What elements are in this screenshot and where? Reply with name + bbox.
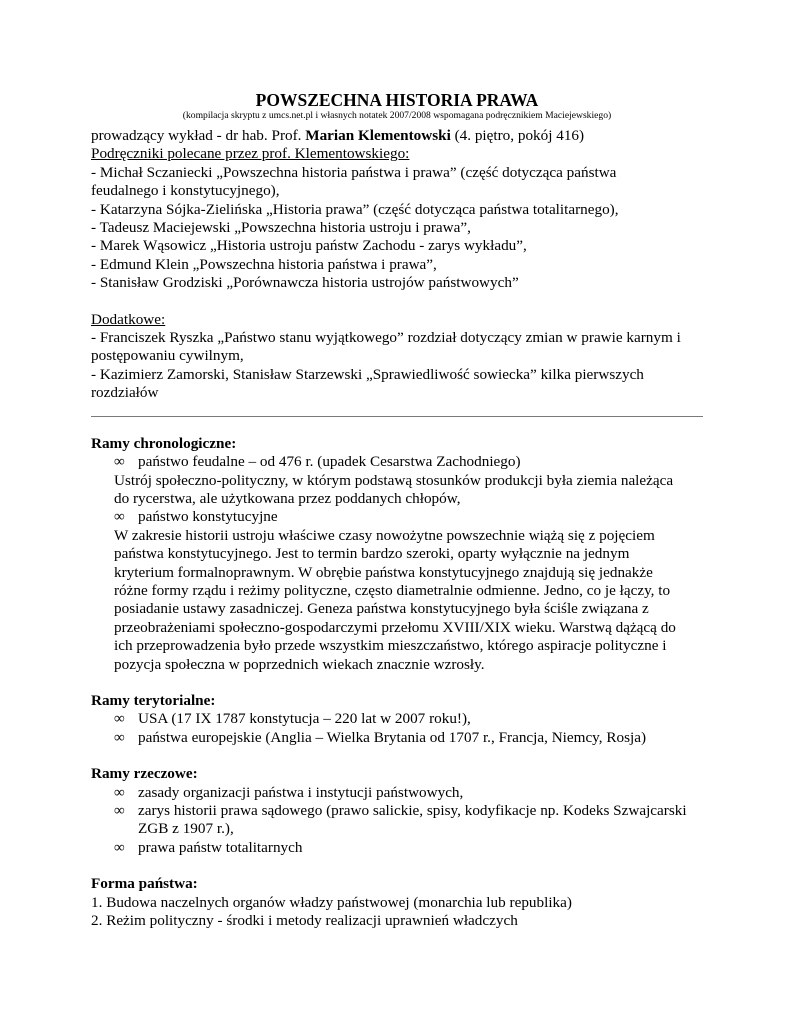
numbered-item: 1. Budowa naczelnych organów władzy państwowej (monarchia lub republika) bbox=[91, 893, 572, 911]
extra-line: rozdziałów bbox=[91, 384, 159, 402]
lecturer-name: Marian Klementowski bbox=[305, 127, 451, 144]
form-heading: Forma państwa: bbox=[91, 875, 198, 893]
paragraph-line: W zakresie historii ustroju właściwe czasy nowożytne powszechnie wiążą się z pojęciem bbox=[114, 526, 655, 544]
paragraph-line: przeobrażeniami społeczno-gospodarczymi przełomu XVIII/XIX wieku. Warstwą dążącą do bbox=[114, 618, 676, 636]
paragraph-line: posiadanie ustawy zasadniczej. Geneza państwa konstytucyjnego była ściśle związana z bbox=[114, 600, 649, 618]
extra-line: - Franciszek Ryszka „Państwo stanu wyjątkowego” rozdział dotyczący zmian w prawie karnym i bbox=[91, 329, 681, 347]
document-title: POWSZECHNA HISTORIA PRAWA bbox=[255, 90, 539, 110]
list-item-text: zasady organizacji państwa i instytucji państwowych, bbox=[138, 783, 464, 801]
list-item-text: zarys historii prawa sądowego (prawo salickie, spisy, kodyfikacje np. Kodeks Szwajcarski bbox=[138, 802, 687, 819]
paragraph-line: różne formy rządu i reżimy polityczne, często diametralnie odmienne. Jedno, co je łączy, to bbox=[114, 581, 671, 599]
list-item-text: państwo konstytucyjne bbox=[138, 508, 278, 526]
list-item-continuation: ZGB z 1907 r.), bbox=[138, 820, 234, 838]
book-line: - Edmund Klein „Powszechna historia państwa i prawa”, bbox=[91, 255, 437, 273]
list-item bbox=[91, 710, 703, 728]
list-item bbox=[91, 784, 703, 802]
territory-heading: Ramy terytorialne: bbox=[91, 691, 216, 709]
paragraph-line: kryterium formalnoprawnym. W obrębie państwa konstytucyjnego znajdują się jednakże bbox=[114, 563, 653, 581]
books-heading: Podręczniki polecane przez prof. Klementowskiego: bbox=[91, 145, 410, 163]
numbered-item: 2. Reżim polityczny - środki i metody realizacji uprawnień władczych bbox=[91, 912, 518, 930]
extra-line: - Kazimierz Zamorski, Stanisław Starzewski „Sprawiedliwość sowiecka” kilka pierwszych bbox=[91, 365, 644, 383]
book-line: feudalnego i konstytucyjnego), bbox=[91, 182, 280, 200]
chronology-heading: Ramy chronologiczne: bbox=[91, 434, 237, 452]
lecturer-prefix: prowadzący wykład - dr hab. Prof. bbox=[91, 127, 306, 144]
scope-heading: Ramy rzeczowe: bbox=[91, 765, 198, 783]
lecturer-suffix: (4. piętro, pokój 416) bbox=[450, 127, 585, 144]
book-line: - Michał Sczaniecki „Powszechna historia państwa i prawa” (część dotycząca państwa bbox=[91, 163, 617, 181]
book-line: - Katarzyna Sójka-Zielińska „Historia prawa” (część dotycząca państwa totalitarnego), bbox=[91, 200, 619, 218]
extra-line: postępowaniu cywilnym, bbox=[91, 347, 244, 365]
list-item-text: państwa europejskie (Anglia – Wielka Brytania od 1707 r., Francja, Niemcy, Rosja) bbox=[138, 728, 647, 746]
infinity-bullet-icon: ∞ bbox=[114, 783, 125, 801]
book-line: - Marek Wąsowicz „Historia ustroju państw Zachodu - zarys wykładu”, bbox=[91, 237, 527, 255]
extra-heading: Dodatkowe: bbox=[91, 310, 166, 328]
list-item-text: USA (17 IX 1787 konstytucja – 220 lat w 2007 roku!), bbox=[138, 710, 471, 728]
document-page bbox=[91, 90, 703, 930]
book-line: - Tadeusz Maciejewski „Powszechna historia ustroju i prawa”, bbox=[91, 219, 471, 237]
paragraph-line: ich przeprowadzenia było przede wszystkim mieszczaństwo, którego aspiracje polityczne i bbox=[114, 637, 667, 655]
list-item-text: państwo feudalne – od 476 r. (upadek Cesarstwa Zachodniego) bbox=[138, 453, 521, 471]
list-item bbox=[91, 729, 703, 747]
paragraph-line: do rycerstwa, ale użytkowana przez poddanych chłopów, bbox=[114, 489, 461, 507]
infinity-bullet-icon: ∞ bbox=[114, 453, 125, 471]
lecturer-line bbox=[91, 127, 703, 145]
paragraph-line: pozycja społeczna w poprzednich wiekach znacznie wzrosły. bbox=[114, 655, 485, 673]
document-subtitle: (kompilacja skryptu z umcs.net.pl i własnych notatek 2007/2008 wspomagana podręcznikiem Maciejewskiego) bbox=[182, 110, 612, 121]
infinity-bullet-icon: ∞ bbox=[114, 802, 125, 819]
list-item bbox=[91, 802, 703, 820]
infinity-bullet-icon: ∞ bbox=[114, 728, 125, 746]
list-item bbox=[91, 453, 703, 471]
infinity-bullet-icon: ∞ bbox=[114, 508, 125, 526]
list-item bbox=[91, 839, 703, 857]
book-line: - Stanisław Grodziski „Porównawcza historia ustrojów państwowych” bbox=[91, 274, 519, 292]
infinity-bullet-icon: ∞ bbox=[114, 710, 125, 728]
paragraph-line: państwa konstytucyjnego. Jest to termin bardzo szeroki, oparty wyłącznie na jednym bbox=[114, 545, 630, 563]
list-item-text: prawa państw totalitarnych bbox=[138, 838, 303, 856]
list-item bbox=[91, 508, 703, 526]
paragraph-line: Ustrój społeczno-polityczny, w którym podstawą stosunków produkcji była ziemia należąca bbox=[114, 471, 674, 489]
infinity-bullet-icon: ∞ bbox=[114, 838, 125, 856]
